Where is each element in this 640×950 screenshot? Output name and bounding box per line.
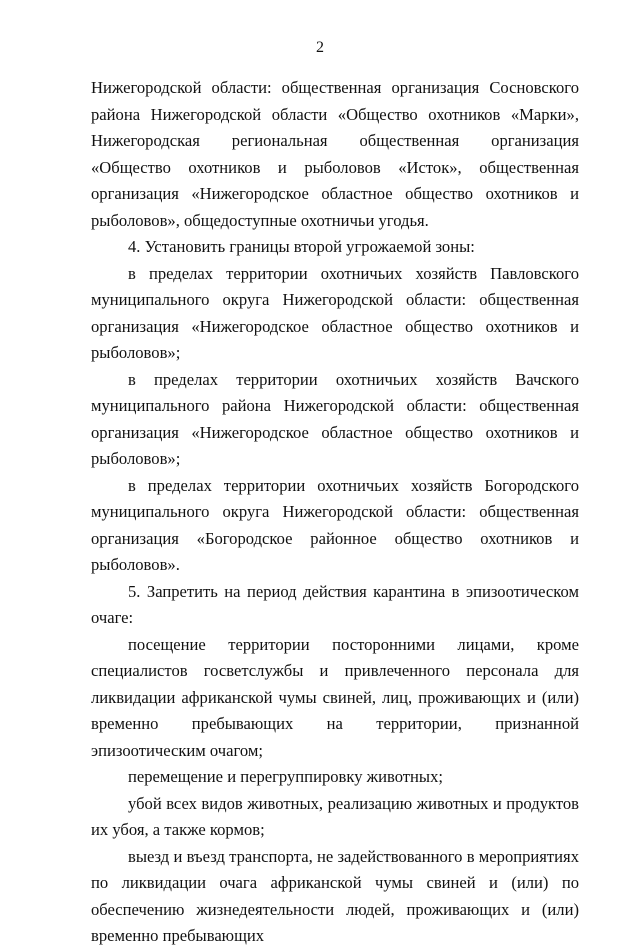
paragraph-ban-transport: выезд и въезд транспорта, не задействованного в мероприятиях по ликвидации очага африканской чумы свиней и (или) по обеспечению жизнедеятельности людей, проживающих и (или) временно пребывающих xyxy=(91,846,579,945)
paragraph-item-4-heading: 4. Установить границы второй угрожаемой зоны: xyxy=(128,237,475,256)
paragraph-region-list-continuation: Нижегородской области: общественная организация Сосновского района Нижегородской области «Общество охотников «Марки», Нижегородская региональная общественная организация «Общество охотников и рыболовов «Исток», общественная организация «Нижегородское областное общество охотников и рыболовов», общедоступные охотничьи угодья. xyxy=(91,78,579,230)
paragraph-ban-slaughter: убой всех видов животных, реализацию животных и продуктов их убоя, а также кормов; xyxy=(91,793,579,839)
paragraph-vachsky-district: в пределах территории охотничьих хозяйств Вачского муниципального района Нижегородской области: общественная организация «Нижегородское областное общество охотников и рыболовов»; xyxy=(91,369,579,468)
paragraph-ban-visiting: посещение территории посторонними лицами, кроме специалистов госветслужбы и привлеченного персонала для ликвидации африканской чумы свиней, лиц, проживающих и (или) временно пребывающих на территории, признанной эпизоотическим очагом; xyxy=(91,634,579,760)
page-number: 2 xyxy=(316,39,324,56)
paragraph-pavlovsky-district: в пределах территории охотничьих хозяйств Павловского муниципального округа Нижегородской области: общественная организация «Нижегородское областное общество охотников и рыболовов»; xyxy=(91,263,579,362)
document-body xyxy=(91,75,579,950)
paragraph-bogorodsky-district: в пределах территории охотничьих хозяйств Богородского муниципального округа Нижегородской области: общественная организация «Богородское районное общество охотников и рыболовов». xyxy=(91,475,579,574)
paragraph-item-5-heading: 5. Запретить на период действия карантина в эпизоотическом очаге: xyxy=(91,581,579,627)
paragraph-ban-moving-animals: перемещение и перегруппировку животных; xyxy=(128,767,443,786)
